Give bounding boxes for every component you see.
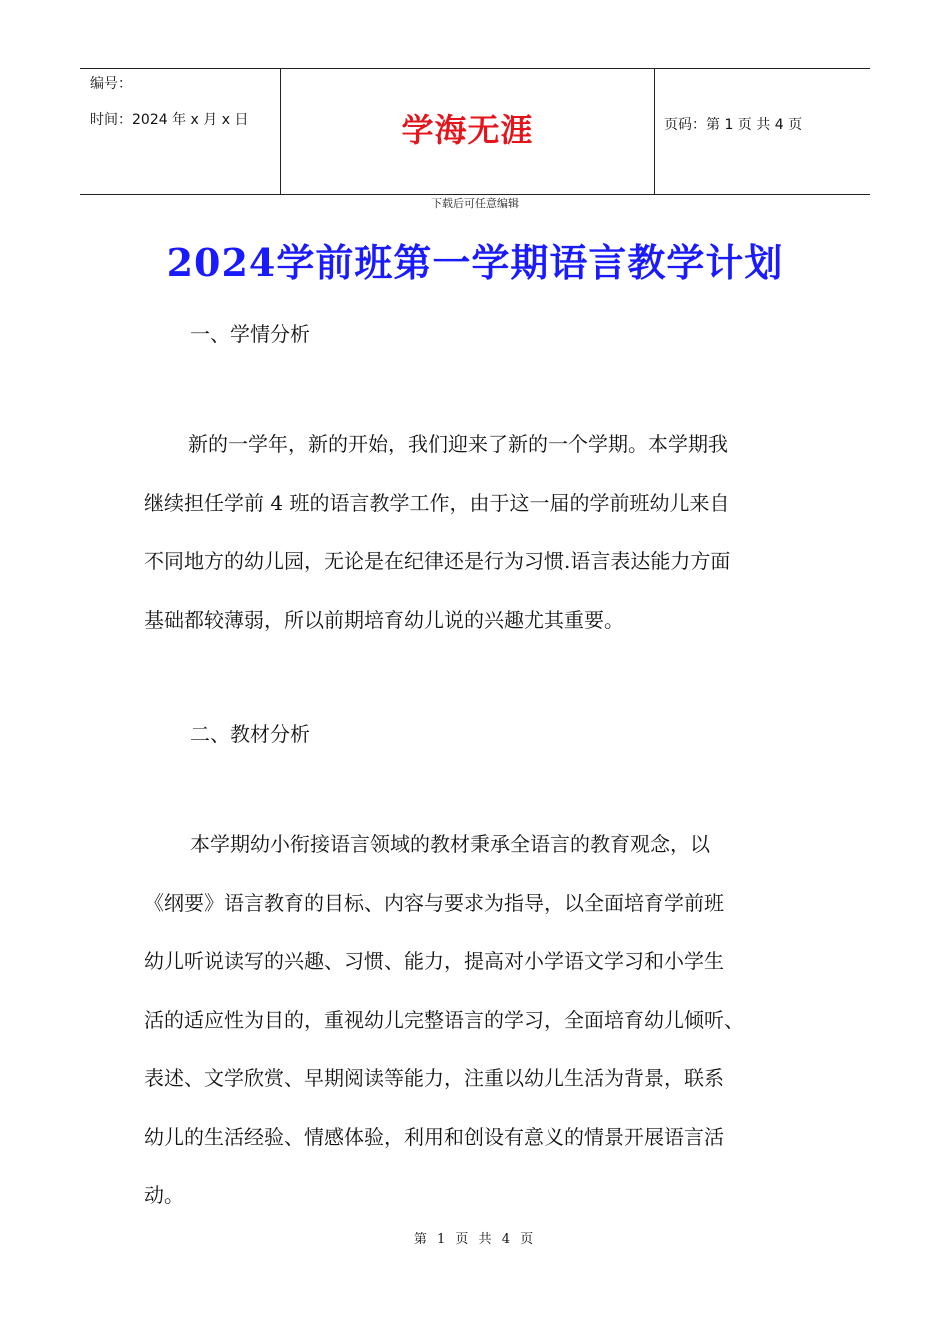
document-title: 2024学前班第一学期语言教学计划 — [166, 240, 784, 285]
paragraph-line: 《纲要》语言教育的目标、内容与要求为指导，以全面培育学前班 — [144, 890, 724, 915]
page-label: 页码：第 1 页 共 4 页 — [664, 117, 803, 133]
paragraph-line: 继续担任学前 4 班的语言教学工作，由于这一届的学前班幼儿来自 — [144, 490, 730, 515]
paragraph-line: 不同地方的幼儿园，无论是在纪律还是行为习惯.语言表达能力方面 — [144, 549, 731, 573]
header-brand-cell — [280, 69, 655, 194]
paragraph-line: 动。 — [144, 1183, 184, 1207]
paragraph-line: 新的一学年，新的开始，我们迎来了新的一个学期。本学期我 — [188, 432, 728, 456]
paragraph-line: 幼儿听说读写的兴趣、习惯、能力，提高对小学语文学习和小学生 — [144, 949, 724, 973]
header-right-cell — [654, 69, 870, 194]
page-footer: 第 1 页 共 4 页 — [413, 1232, 537, 1247]
brand-logo-text: 学海无涯 — [401, 111, 534, 149]
section-heading-analysis: 一、学情分析 — [190, 322, 310, 346]
number-label: 编号： — [90, 76, 132, 92]
paragraph-line: 表述、文学欣赏、早期阅读等能力，注重以幼儿生活为背景，联系 — [144, 1066, 724, 1090]
paragraph-line: 幼儿的生活经验、情感体验，利用和创设有意义的情景开展语言活 — [144, 1124, 724, 1149]
paragraph-line: 活的适应性为目的，重视幼儿完整语言的学习，全面培育幼儿倾听、 — [144, 1007, 744, 1032]
section-heading-materials: 二、教材分析 — [190, 722, 310, 746]
header-left-cell — [80, 69, 280, 194]
paragraph-line: 本学期幼小衔接语言领域的教材秉承全语言的教育观念，以 — [190, 832, 710, 856]
header-table — [80, 68, 870, 195]
section-paragraph-analysis — [144, 415, 814, 649]
section-paragraph-materials — [144, 815, 814, 1225]
edit-note: 下载后可任意编辑 — [431, 197, 519, 210]
paragraph-line: 基础都较薄弱，所以前期培育幼儿说的兴趣尤其重要。 — [144, 607, 624, 632]
time-label: 时间：2024 年 x 月 x 日 — [90, 112, 249, 128]
